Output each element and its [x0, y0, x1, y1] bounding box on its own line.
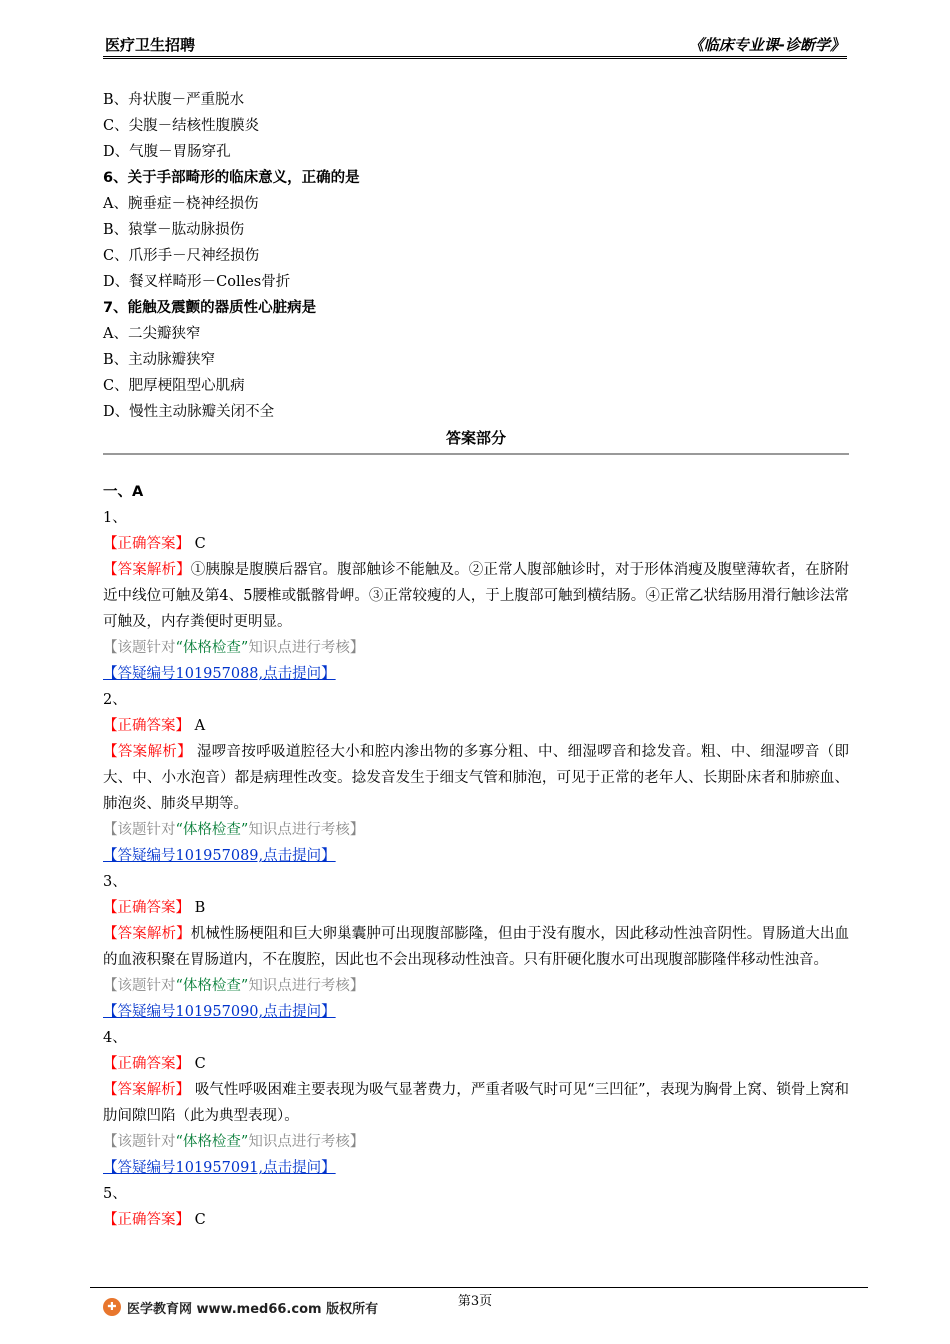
part-title: 一、A [103, 484, 144, 500]
topic-suffix: 知识点进行考核】 [248, 978, 365, 994]
question-link-row [103, 1155, 849, 1181]
topic-note [103, 635, 849, 661]
page-header [103, 28, 847, 59]
question-link[interactable]: 【答疑编号101957088,点击提问】 [103, 666, 336, 682]
answer-number: 3、 [103, 874, 127, 890]
answer-section-title: 答案部分 [103, 425, 849, 455]
analysis-label: 【答案解析】 [103, 926, 191, 942]
analysis-text: 吸气性呼吸困难主要表现为吸气显著费力，严重者吸气时可见“三凹征”，表现为胸骨上窝、锁骨上窝和肋间隙凹陷（此为典型表现）。 [103, 1082, 850, 1124]
q5-option-d: D、气腹－胃肠穿孔 [103, 144, 231, 160]
topic-name: “体格检查” [175, 978, 249, 994]
q7-option-d: D、慢性主动脉瓣关闭不全 [103, 404, 275, 420]
answer-analysis [103, 739, 849, 817]
q5-option-c: C、尖腹－结核性腹膜炎 [103, 118, 260, 134]
page-content [103, 87, 849, 1233]
correct-answer-value: C [190, 536, 206, 552]
topic-note [103, 1129, 849, 1155]
topic-note [103, 973, 849, 999]
topic-prefix: 【该题针对 [103, 640, 176, 656]
answer-number: 1、 [103, 510, 127, 526]
question-link-row [103, 999, 849, 1025]
correct-answer-label: 【正确答案】 [103, 1056, 190, 1072]
answer-analysis [103, 557, 849, 635]
med66-logo-icon: ✚ [103, 1298, 121, 1316]
correct-answer-line [103, 1051, 849, 1077]
analysis-label: 【答案解析】 [103, 744, 192, 760]
q6-title: 6、关于手部畸形的临床意义，正确的是 [103, 170, 360, 186]
analysis-text: ①胰腺是腹膜后器官。腹部触诊不能触及。②正常人腹部触诊时，对于形体消瘦及腹壁薄软者，在脐附近中线位可触及第4、5腰椎或骶髂骨岬。③正常较瘦的人，于上腹部可触到横结肠。④正常乙状结肠用滑行触诊法常可触及，内存粪便时更明显。 [103, 562, 849, 630]
answer-analysis [103, 1077, 849, 1129]
correct-answer-value: A [190, 718, 206, 734]
question-link-row [103, 843, 849, 869]
question-link-row [103, 661, 849, 687]
topic-note [103, 817, 849, 843]
answer-analysis [103, 921, 849, 973]
topic-suffix: 知识点进行考核】 [248, 822, 365, 838]
analysis-label: 【答案解析】 [103, 1082, 191, 1098]
correct-answer-label: 【正确答案】 [103, 900, 190, 916]
header-right-title: 《临床专业课-诊断学》 [688, 36, 845, 54]
analysis-text: 机械性肠梗阻和巨大卵巢囊肿可出现腹部膨隆，但由于没有腹水，因此移动性浊音阴性。胃肠道大出血的血液积聚在胃肠道内，不在腹腔，因此也不会出现移动性浊音。只有肝硬化腹水可出现腹部膨隆伴移动性浊音。 [103, 926, 849, 968]
correct-answer-value: B [190, 900, 206, 916]
correct-answer-line [103, 1207, 849, 1233]
topic-suffix: 知识点进行考核】 [248, 640, 365, 656]
q7-option-b: B、主动脉瓣狭窄 [103, 352, 216, 368]
correct-answer-line [103, 713, 849, 739]
answer-number: 5、 [103, 1186, 127, 1202]
correct-answer-value: C [190, 1056, 206, 1072]
analysis-label: 【答案解析】 [103, 562, 191, 578]
topic-prefix: 【该题针对 [103, 822, 176, 838]
footer-divider [90, 1287, 868, 1288]
answer-number: 4、 [103, 1030, 127, 1046]
answer-number: 2、 [103, 692, 127, 708]
correct-answer-label: 【正确答案】 [103, 536, 190, 552]
topic-name: “体格检查” [175, 1134, 249, 1150]
topic-prefix: 【该题针对 [103, 1134, 176, 1150]
q6-option-a: A、腕垂症－桡神经损伤 [103, 196, 259, 212]
topic-name: “体格检查” [175, 640, 249, 656]
q6-option-d: D、餐叉样畸形－Colles骨折 [103, 274, 291, 290]
page-number: 第3页 [457, 1294, 493, 1309]
correct-answer-label: 【正确答案】 [103, 718, 190, 734]
q7-title: 7、能触及震颤的器质性心脏病是 [103, 300, 317, 316]
q6-option-b: B、猿掌－肱动脉损伤 [103, 222, 245, 238]
q5-option-b: B、舟状腹－严重脱水 [103, 92, 245, 108]
correct-answer-value: C [190, 1212, 206, 1228]
question-link[interactable]: 【答疑编号101957091,点击提问】 [103, 1160, 336, 1176]
topic-name: “体格检查” [175, 822, 249, 838]
footer-logo [103, 1296, 378, 1318]
q7-option-a: A、二尖瓣狭窄 [103, 326, 201, 342]
footer-logo-text: 医学教育网 www.med66.com 版权所有 [127, 1301, 379, 1317]
topic-prefix: 【该题针对 [103, 978, 176, 994]
correct-answer-label: 【正确答案】 [103, 1212, 190, 1228]
question-link[interactable]: 【答疑编号101957089,点击提问】 [103, 848, 336, 864]
question-link[interactable]: 【答疑编号101957090,点击提问】 [103, 1004, 336, 1020]
q7-option-c: C、肥厚梗阻型心肌病 [103, 378, 245, 394]
header-left-title: 医疗卫生招聘 [105, 36, 196, 54]
q6-option-c: C、爪形手－尺神经损伤 [103, 248, 260, 264]
correct-answer-line [103, 531, 849, 557]
correct-answer-line [103, 895, 849, 921]
topic-suffix: 知识点进行考核】 [248, 1134, 365, 1150]
analysis-text: 湿啰音按呼吸道腔径大小和腔内渗出物的多寡分粗、中、细湿啰音和捻发音。粗、中、细湿啰音（即大、中、小水泡音）都是病理性改变。捻发音发生于细支气管和肺泡，可见于正常的老年人、长期卧床者和肺瘀血、肺泡炎、肺炎早期等。 [103, 744, 849, 812]
